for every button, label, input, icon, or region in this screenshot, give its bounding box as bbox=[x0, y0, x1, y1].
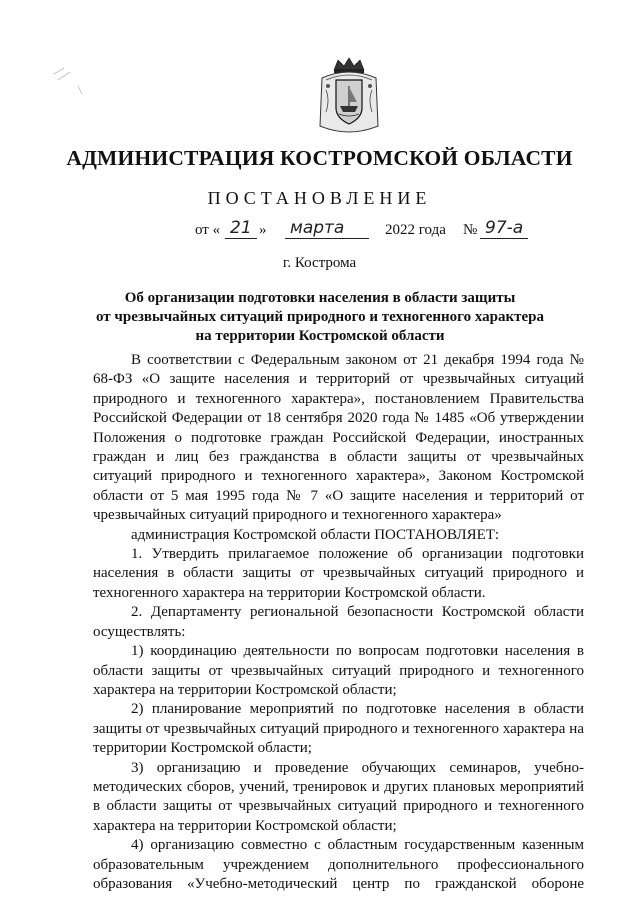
month-underline bbox=[285, 238, 369, 239]
city-line: г. Кострома bbox=[282, 255, 357, 271]
number-underline bbox=[480, 238, 528, 239]
document-number: 97-а bbox=[485, 218, 524, 238]
subject-line: от чрезвычайных ситуаций природного и техногенного характера bbox=[96, 309, 544, 325]
preamble-paragraph: В соответствии с Федеральным законом от 21 декабря 1994 года № 68-ФЗ «О защите населения и территорий от чрезвычайных ситуаций природного и техногенного характера», постановлением Правительства Российской Федерации от 18 сентября 2020 года № 1485 «Об утверждении Положения о подготовке граждан Российской Федерации, иностранных граждан и лиц без гражданства в области защиты от чрезвычайных ситуаций природного и техногенного характера», Законом Костромской области от 5 мая 1995 года № 7 «О защите населения и территорий от чрезвычайных ситуаций природного и техногенного характера» bbox=[93, 352, 584, 524]
date-prefix: от « bbox=[195, 222, 221, 238]
subject-line: Об организации подготовки населения в области защиты bbox=[124, 290, 516, 306]
pencil-mark-icon bbox=[50, 64, 90, 104]
item-2-3-paragraph: 3) организацию и проведение обучающих семинаров, учебно-методических сборов, учений, тренировок и других плановых мероприятий в области защиты от чрезвычайных ситуаций природного и техногенного характера на территории Костромской области; bbox=[93, 759, 584, 834]
item-2-1-paragraph: 1) координацию деятельности по вопросам подготовки населения в области защиты от чрезвычайных ситуаций природного и техногенного характера на территории Костромской области; bbox=[93, 643, 584, 698]
document-subject bbox=[60, 289, 580, 346]
number-sign: № bbox=[463, 222, 478, 238]
date-number-line bbox=[195, 218, 555, 244]
subject-line: на территории Костромской области bbox=[195, 328, 445, 344]
item-1-paragraph: 1. Утвердить прилагаемое положение об организации подготовки населения в области защиты от чрезвычайных ситуаций природного и техногенного характера на территории Костромской области. bbox=[93, 546, 584, 601]
day-underline bbox=[225, 238, 257, 239]
date-close-quote: » bbox=[259, 222, 267, 238]
coat-of-arms-icon bbox=[316, 56, 382, 138]
item-2-2-paragraph: 2) планирование мероприятий по подготовке населения в области защиты от чрезвычайных ситуаций природного и техногенного характера на территории Костромской области; bbox=[93, 701, 584, 757]
item-2-paragraph: 2. Департаменту региональной безопасности Костромской области осуществлять: bbox=[93, 604, 584, 640]
item-2-4-paragraph: 4) организацию совместно с областным государственным казенным образовательным учреждением дополнительного профессионального образования «Учебно-методический центр по гражданской обороне bbox=[93, 837, 584, 892]
resolves-paragraph: администрация Костромской области ПОСТАНОВЛЯЕТ: bbox=[131, 526, 500, 543]
document-type-heading: ПОСТАНОВЛЕНИЕ bbox=[207, 188, 432, 208]
date-month: марта bbox=[290, 218, 345, 238]
date-day: 21 bbox=[230, 218, 252, 238]
organization-title: АДМИНИСТРАЦИЯ КОСТРОМСКОЙ ОБЛАСТИ bbox=[66, 146, 573, 170]
date-year: 2022 года bbox=[385, 222, 446, 238]
document-body bbox=[93, 351, 584, 894]
